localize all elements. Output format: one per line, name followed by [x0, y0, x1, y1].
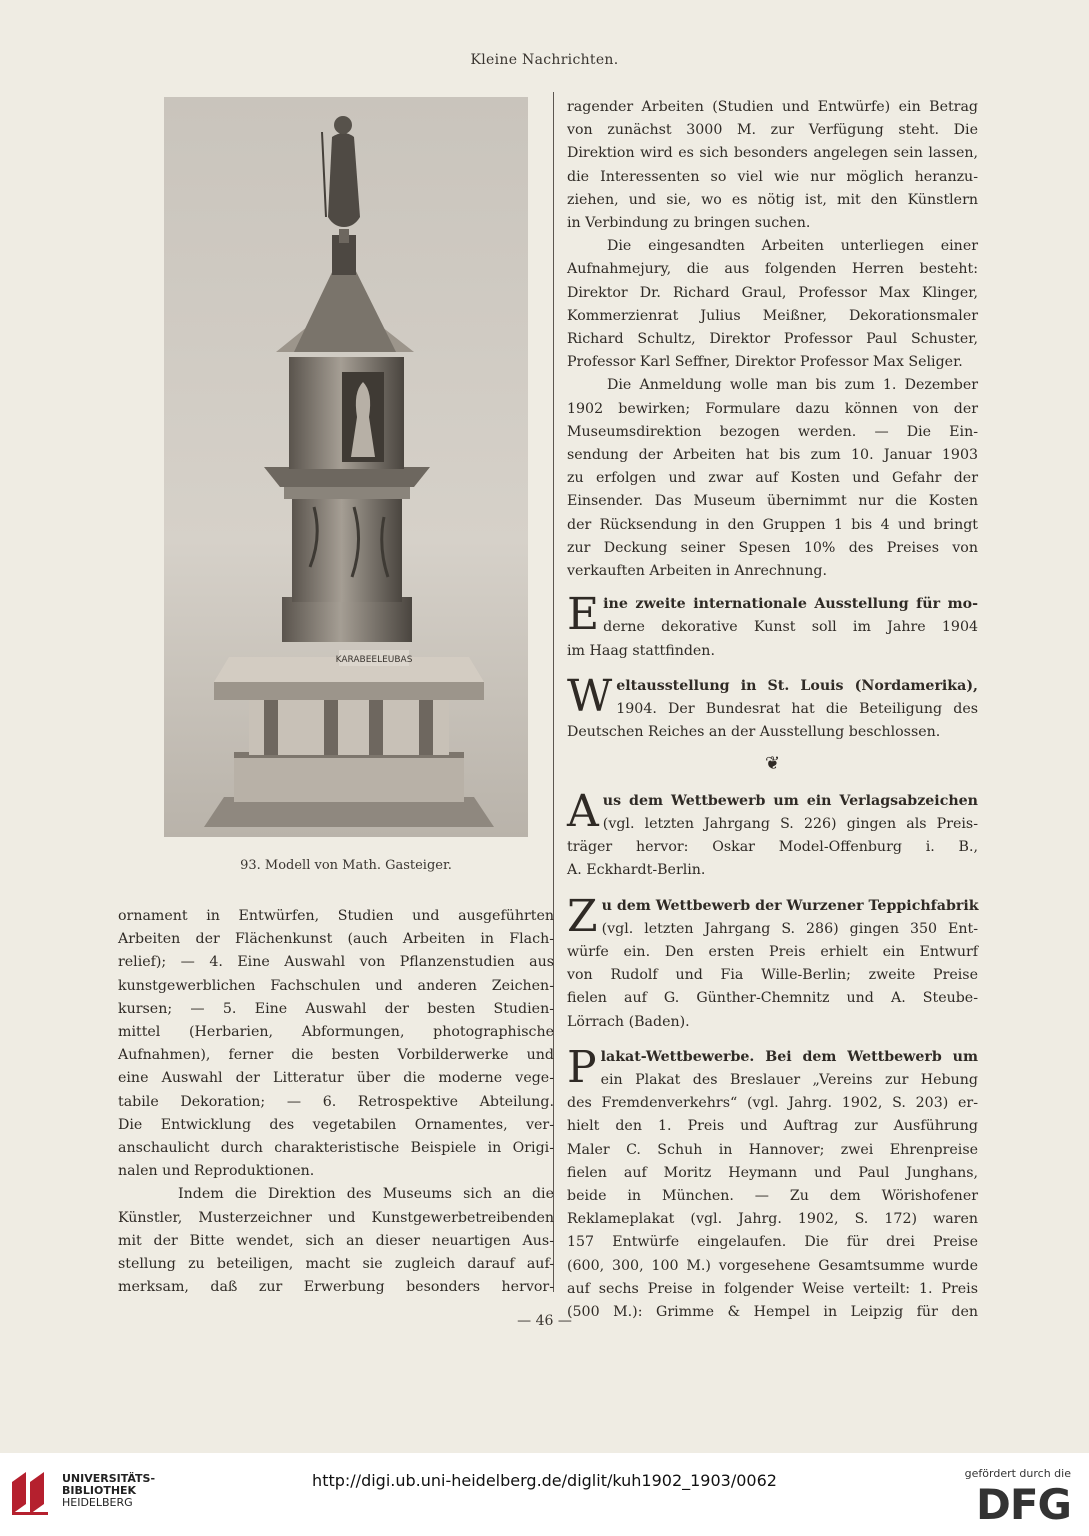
right-line: Einsender. Das Museum übernimmt nur die Kosten: [567, 493, 978, 510]
funding-label: gefördert durch die: [964, 1467, 1071, 1480]
right-line: Aufnahmejury, die aus folgenden Herren besteht:: [567, 261, 978, 278]
fountain-model-illustration: [164, 97, 528, 837]
notice-line: fielen auf Moritz Heymann und Paul Junghans,: [567, 1164, 978, 1181]
left-line: Die Entwicklung des vegetabilen Ornamentes, ver-: [118, 1116, 554, 1133]
left-line: kursen; — 5. Eine Auswahl der besten Studien-: [118, 1000, 554, 1017]
notice-haag: [567, 589, 978, 663]
right-line: Museumsdirektion bezogen werden. — Die Ein-: [567, 423, 978, 440]
running-head: Kleine Nachrichten.: [470, 52, 619, 68]
right-line: sendung der Arbeiten hat bis zum 10. Januar 1903: [567, 447, 978, 464]
right-line: verkauften Arbeiten in Anrechnung.: [567, 563, 828, 580]
right-line: Richard Schultz, Direktor Professor Paul Schuster,: [567, 331, 978, 348]
left-line: relief); — 4. Eine Auswahl von Pflanzenstudien aus: [118, 954, 554, 971]
drop-initial: E: [567, 589, 600, 641]
svg-text:KARABEELEUBAS: KARABEELEUBAS: [335, 655, 413, 665]
left-line: anschaulicht durch charakteristische Beispiele in Origi-: [118, 1140, 554, 1157]
left-line: stellung zu beteiligen, macht sie zugleich darauf auf-: [118, 1256, 554, 1273]
notice-line: us dem Wettbewerb um ein Verlagsabzeichen: [602, 792, 978, 809]
right-column-text: [567, 96, 978, 1332]
figure-fountain-model: [164, 97, 528, 837]
notice-line: ein Plakat des Breslauer „Vereins zur Hebung: [600, 1071, 978, 1088]
notice-line: 157 Entwürfe eingelaufen. Die für drei Preise: [567, 1234, 978, 1251]
notice-plakat: [567, 1041, 978, 1324]
notice-line: (vgl. letzten Jahrgang S. 226) gingen als Preis-: [602, 815, 978, 832]
notice-line: derne dekorative Kunst soll im Jahre 1904: [603, 619, 978, 636]
right-line: in Verbindung zu bringen suchen.: [567, 215, 811, 232]
left-line: Aufnahmen), ferner die besten Vorbilderwerke und: [118, 1047, 554, 1064]
notice-line: des Fremdenverkehrs“ (vgl. Jahrg. 1902, S. 203) er-: [567, 1095, 978, 1112]
digitization-footer: [0, 1453, 1089, 1536]
right-line: der Rücksendung in den Gruppen 1 bis 4 und bringt: [567, 516, 978, 533]
notice-line: u dem Wettbewerb der Wurzener Teppichfabrik: [601, 897, 979, 914]
notice-line: eltausstellung in St. Louis (Nordamerika),: [616, 677, 978, 694]
notice-line: 1904. Der Bundesrat hat die Beteiligung des: [616, 701, 978, 718]
notice-line: hielt den 1. Preis und Auftrag zur Ausführung: [567, 1118, 978, 1135]
notice-line: lakat-Wettbewerbe. Bei dem Wettbewerb um: [600, 1048, 978, 1065]
right-line: Die Anmeldung wolle man bis zum 1. Dezember: [607, 377, 978, 394]
notice-line: A. Eckhardt-Berlin.: [567, 862, 706, 879]
left-line: tabile Dekoration; — 6. Retrospektive Abteilung.: [118, 1093, 554, 1110]
notice-line: (600, 300, 100 M.) vorgesehene Gesamtsumme wurde: [567, 1257, 978, 1274]
notice-wurzen: [567, 890, 979, 1034]
right-line: ziehen, und sie, wo es nötig ist, mit den Künstlern: [567, 191, 978, 208]
library-name-line: HEIDELBERG: [62, 1496, 133, 1509]
right-line: zur Deckung seiner Spesen 10% des Preises von: [567, 539, 978, 556]
notice-line: im Haag stattfinden.: [567, 642, 715, 659]
right-line: ragender Arbeiten (Studien und Entwürfe) ein Betrag: [567, 99, 978, 115]
notice-line: von Rudolf und Fia Wille-Berlin; zweite Preise: [567, 967, 978, 984]
notice-line: (vgl. letzten Jahrgang S. 286) gingen 350 Ent-: [601, 920, 978, 937]
left-line: Künstler, Musterzeichner und Kunstgewerbetreibenden: [118, 1209, 554, 1226]
drop-initial: Z: [567, 890, 598, 942]
dfg-logo: DFG: [975, 1480, 1071, 1529]
left-line: ornament in Entwürfen, Studien und ausgeführten: [118, 908, 554, 924]
notice-verlagsabzeichen: [567, 785, 978, 883]
left-line: kunstgewerblichen Fachschulen und anderen Zeichen-: [118, 977, 554, 994]
left-line: merksam, daß zur Erwerbung besonders hervor-: [118, 1279, 554, 1296]
right-line: Kommerzienrat Julius Meißner, Dekorationsmaler: [567, 307, 978, 324]
notice-line: (500 M.): Grimme & Hempel in Leipzig für den: [567, 1303, 978, 1320]
left-line: nalen und Reproduktionen.: [118, 1163, 315, 1180]
left-line: mittel (Herbarien, Abformungen, photographische: [118, 1024, 554, 1041]
right-line: von zunächst 3000 M. zur Verfügung steht. Die: [567, 122, 978, 139]
right-line: zu erfolgen und zwar auf Kosten und Gefahr der: [567, 470, 978, 487]
notice-line: träger hervor: Oskar Model-Offenburg i. B.,: [567, 839, 978, 856]
drop-initial: A: [567, 785, 599, 837]
right-line: 1902 bewirken; Formulare dazu können von der: [567, 400, 978, 417]
section-ornament: ❦: [764, 753, 781, 775]
figure-caption: 93. Modell von Math. Gasteiger.: [240, 858, 452, 873]
museum-notice-paragraph: [567, 96, 978, 583]
library-name-line: BIBLIOTHEK: [62, 1484, 137, 1497]
left-line: eine Auswahl der Litteratur über die moderne vege-: [118, 1070, 554, 1087]
left-line: Arbeiten der Flächenkunst (auch Arbeiten in Flach-: [118, 931, 554, 948]
notice-line: würfe ein. Den ersten Preis erhielt ein Entwurf: [567, 943, 978, 960]
source-url-link[interactable]: http://digi.ub.uni-heidelberg.de/diglit/kuh1902_1903/0062: [312, 1471, 777, 1490]
left-line: mit der Bitte wendet, sich an dieser neuartigen Aus-: [118, 1232, 554, 1249]
notice-line: auf sechs Preise in folgender Weise verteilt: 1. Preis: [567, 1280, 978, 1297]
right-line: die Interessenten so viel wie nur möglich heranzu-: [567, 168, 978, 185]
right-line: Die eingesandten Arbeiten unterliegen einer: [607, 238, 978, 255]
notice-st-louis: [567, 670, 978, 745]
notice-line: Maler C. Schuh in Hannover; zwei Ehrenpreise: [567, 1141, 978, 1158]
left-column-text: [118, 905, 554, 1299]
right-line: Professor Karl Seffner, Direktor Professor Max Seliger.: [567, 354, 963, 371]
notice-line: Deutschen Reiches an der Ausstellung beschlossen.: [567, 724, 941, 741]
notice-line: ine zweite internationale Ausstellung für mo-: [603, 596, 978, 613]
notice-line: Reklameplakat (vgl. Jahrg. 1902, S. 172) waren: [567, 1211, 978, 1228]
drop-initial: W: [567, 670, 613, 722]
notice-line: fielen auf G. Günther-Chemnitz und A. Steube-: [567, 990, 978, 1007]
right-line: Direktion wird es sich besonders angelegen sein lassen,: [567, 145, 978, 162]
page-number: — 46 —: [517, 1313, 572, 1329]
drop-initial: P: [567, 1041, 597, 1093]
notice-line: beide in München. — Zu dem Wörishofener: [567, 1187, 978, 1204]
library-name-line: UNIVERSITÄTS-: [62, 1472, 156, 1485]
right-line: Direktor Dr. Richard Graul, Professor Max Klinger,: [567, 284, 978, 301]
notice-line: Lörrach (Baden).: [567, 1013, 690, 1030]
left-line: Indem die Direktion des Museums sich an die: [178, 1186, 554, 1203]
